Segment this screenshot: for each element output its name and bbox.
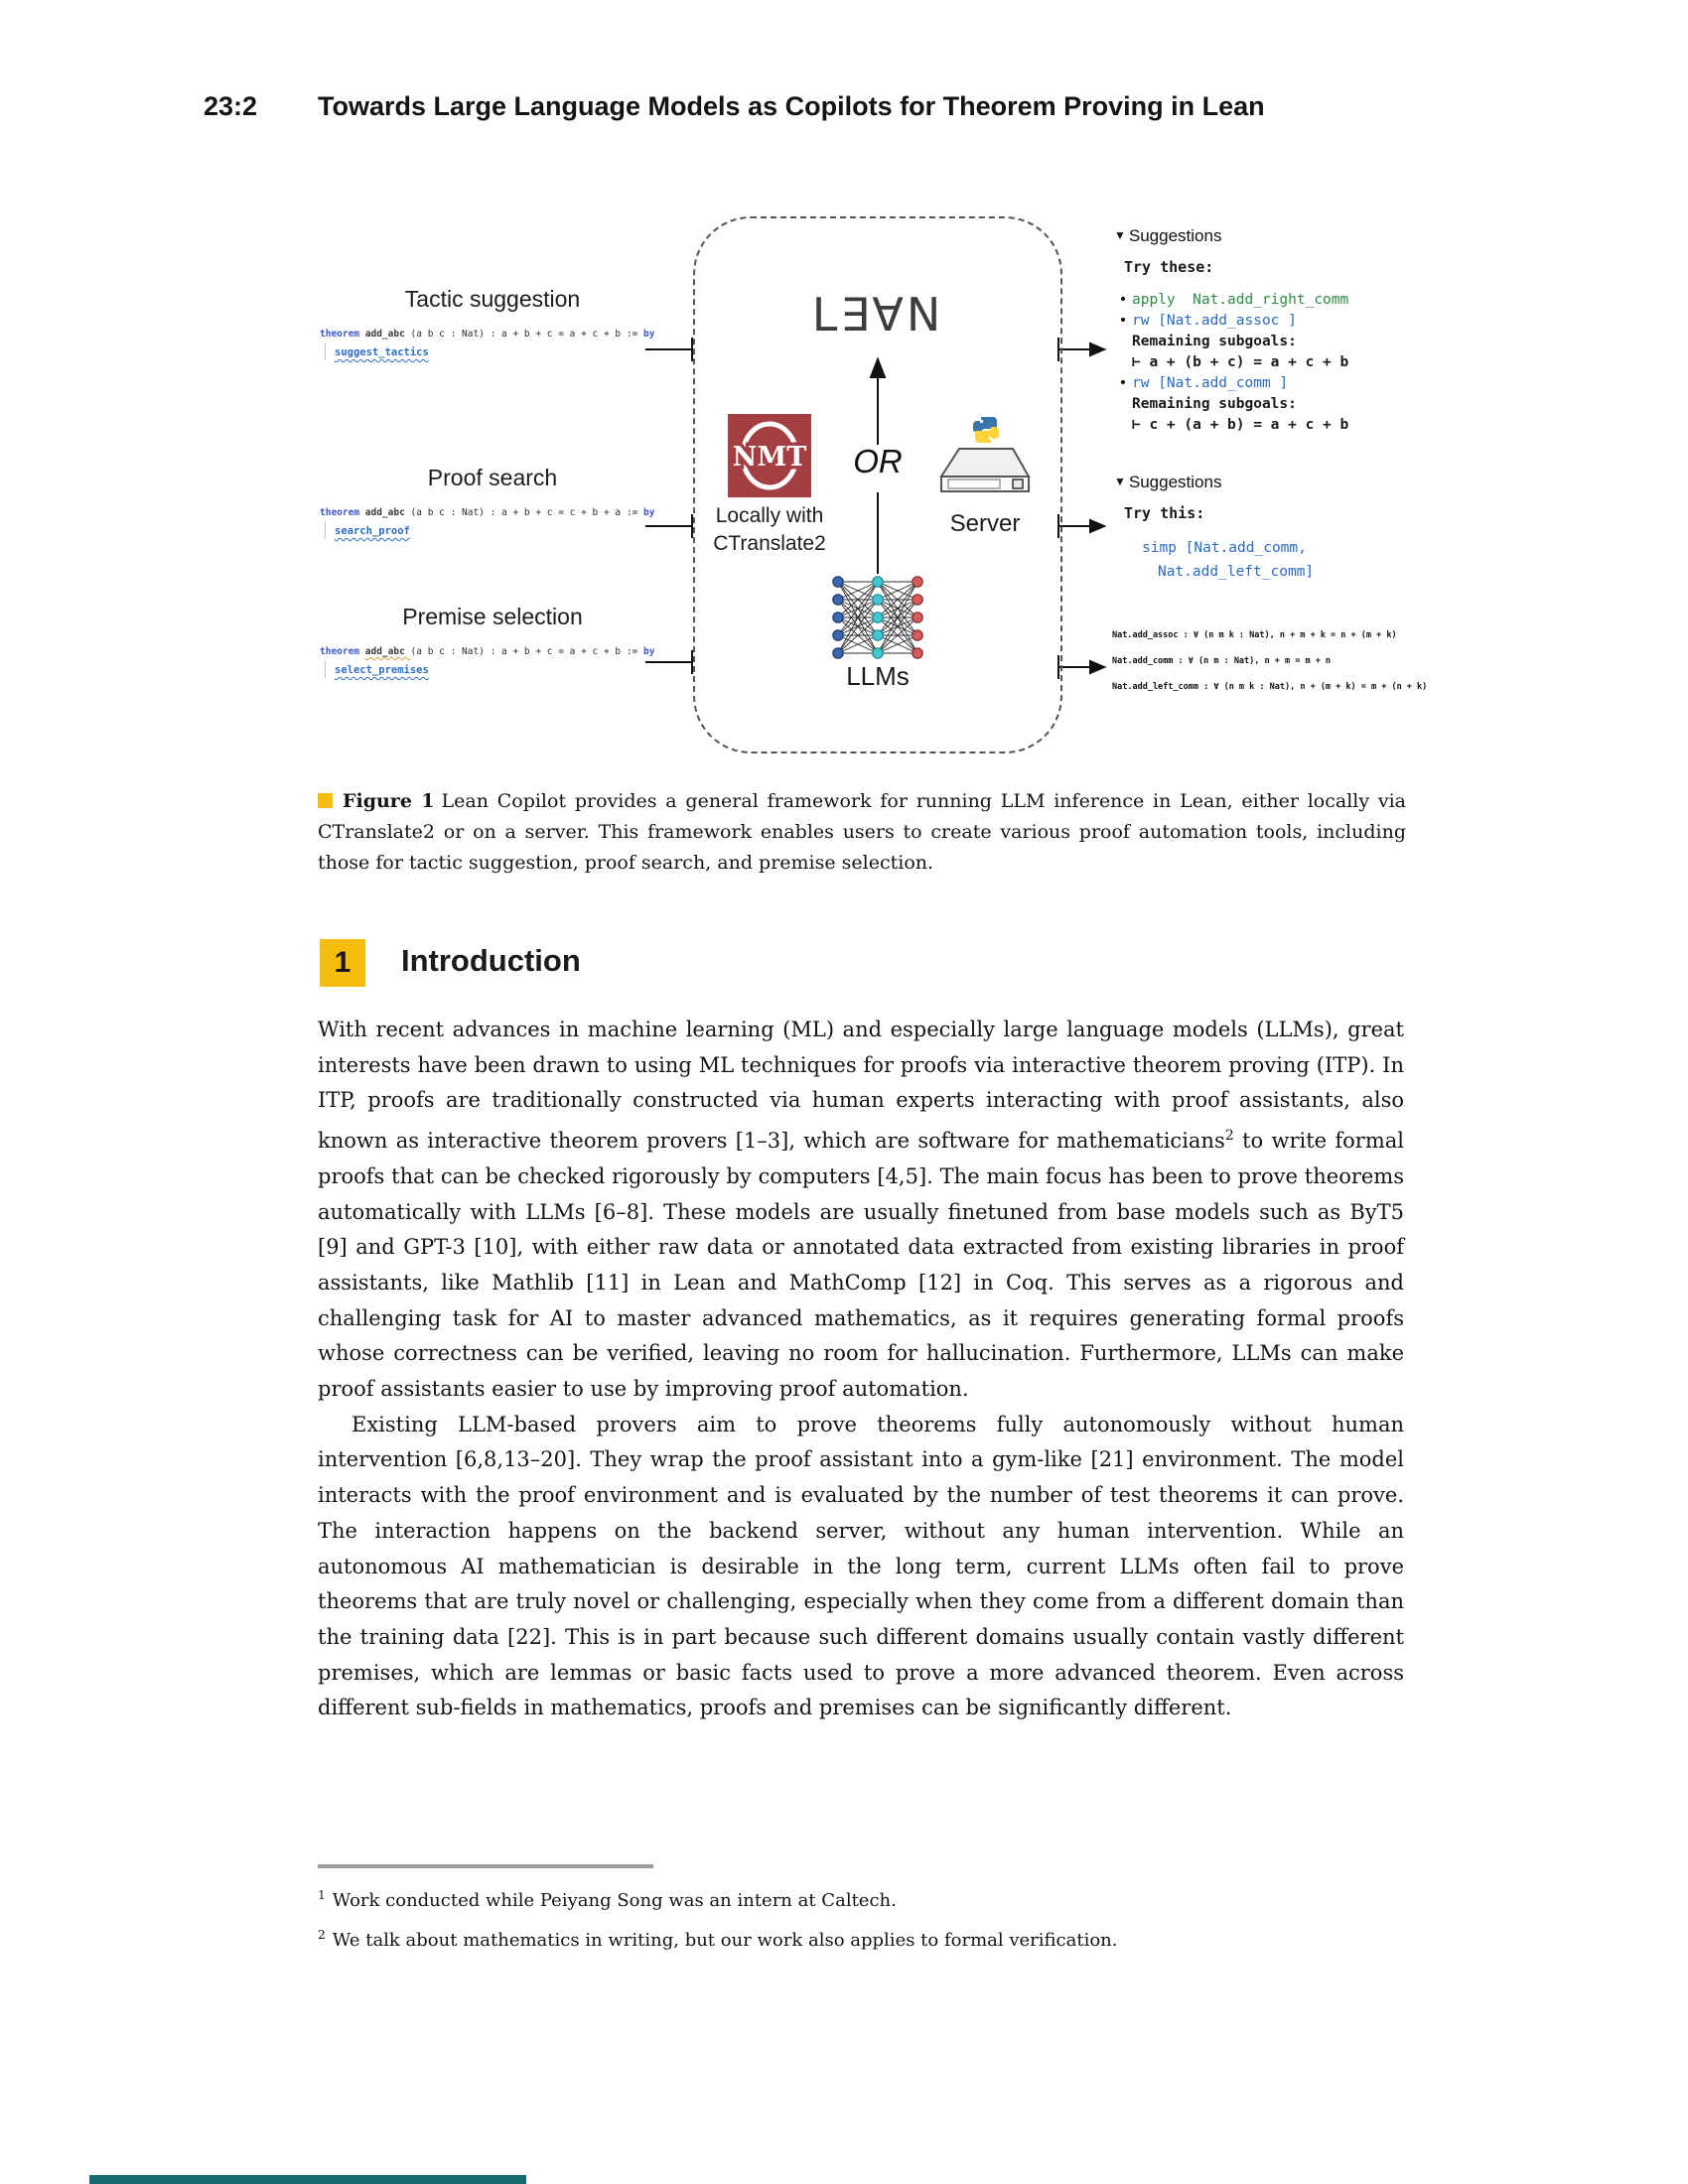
python-icon	[971, 415, 1001, 445]
paragraph-2: Existing LLM-based provers aim to prove theorems fully autonomously without human intervention [6,8,13–20]. They wrap the proof assistant into a gym-like [21] environment. The model interacts with the proof environment and is evaluated by the number of test theorems it can prove. The interaction happens on the backend server, without any human intervention. While an autonomous AI mathematician is desirable in the long term, current LLMs often fail to prove theorems that are truly novel or challenging, especially when they come from a different domain than the training data [22]. This is in part because such different domains usually contain vastly different premises, which are lemmas or basic facts used to prove a more advanced theorem. Even across different sub-fields in mathematics, proofs and premises can be significantly different.	[318, 1412, 1404, 1720]
local-label-line1: Locally with	[715, 504, 824, 527]
keyword: theorem	[320, 507, 365, 518]
suggestion-item[interactable]	[1114, 373, 1348, 394]
footnote-text: We talk about mathematics in writing, but our work also applies to formal verification.	[332, 1930, 1118, 1951]
theorem-name: add_abc	[364, 329, 411, 340]
footer-color-bar	[89, 2175, 526, 2184]
body-text	[318, 1013, 1404, 1726]
running-title: Towards Large Language Models as Copilots for Theorem Proving in Lean	[318, 91, 1265, 121]
tactic-line	[325, 521, 665, 539]
local-label-line2: CTranslate2	[713, 532, 826, 555]
tactic-line	[325, 342, 665, 360]
figure-1-diagram	[0, 208, 1688, 774]
bullet	[1114, 332, 1132, 352]
footnote-rule	[318, 1864, 653, 1868]
caption-label: Figure 1	[343, 790, 435, 812]
theorem-statement: (a b c : Nat) : a + b + c = a + c + b :=	[410, 329, 644, 340]
server-label: Server	[949, 510, 1021, 537]
chevron-down-icon[interactable]: ▼	[1114, 475, 1126, 488]
nmt-logo	[728, 414, 811, 497]
remaining-subgoals-label: Remaining subgoals:	[1114, 332, 1348, 352]
bullet: •	[1118, 292, 1128, 308]
bullet: •	[1118, 313, 1128, 329]
theorem-statement: (a b c : Nat) : a + b + c = c + b + a :=	[410, 507, 644, 518]
bullet	[1114, 415, 1132, 436]
remaining-subgoals-label: Remaining subgoals:	[1114, 394, 1348, 415]
footnote-2	[318, 1918, 1410, 1958]
suggestions-panel-tactic	[1114, 226, 1348, 436]
select-premises-call[interactable]: select_premises	[335, 664, 429, 676]
paragraph-1-text: to write formal proofs that can be checked rigorously by computers [4,5]. The main focus has been to prove theorems automatically with LLMs [6–8]. These models are usually finetuned from base models such as ByT5 [9] and GPT-3 [10], with either raw data or annotated data extracted from existing libraries in proof assistants, like Mathlib [11] in Lean and MathComp [12] in Coq. This serves as a rigorous and challenging task for AI to master advanced mathematics, as it requires generating formal proofs whose correctness can be verified, leaving no room for hallucination. Furthermore, LLMs can make proof assistants easier to use by improving proof automation.	[318, 1129, 1404, 1402]
chevron-down-icon[interactable]: ▼	[1114, 228, 1126, 242]
theorem-name: add_abc	[364, 646, 411, 657]
neural-network-icon	[830, 574, 925, 661]
suggestion-item[interactable]	[1114, 290, 1348, 311]
caption-marker-square	[318, 793, 333, 808]
footnote-mark: 1	[318, 1888, 326, 1902]
lean-logo: L∃∀N	[811, 288, 944, 341]
keyword: theorem	[320, 646, 365, 657]
footnote-text: Work conducted while Peiyang Song was an intern at Caltech.	[332, 1890, 897, 1911]
suggestion-item[interactable]	[1114, 311, 1348, 332]
section-number-box: 1	[320, 939, 365, 987]
llms-label: LLMs	[846, 661, 910, 691]
keyword: theorem	[320, 329, 365, 340]
svg-text:NMT: NMT	[732, 442, 807, 473]
lean-code-snippet	[320, 507, 665, 518]
premise-add-assoc: Nat.add_assoc : ∀ (n m k : Nat), n + m + k = n + (m + k)	[1112, 630, 1397, 640]
suggestions-title: Suggestions	[1128, 473, 1222, 491]
suggestion-simp-line2[interactable]: Nat.add_left_comm]	[1158, 564, 1315, 580]
figure-caption	[318, 786, 1406, 879]
page-number: 23:2	[204, 91, 258, 121]
tactic-line	[325, 660, 665, 678]
suggestion-rw-assoc[interactable]: rw [Nat.add_assoc ]	[1132, 313, 1297, 329]
try-this-label: Try this:	[1124, 504, 1205, 522]
bullet	[1114, 352, 1132, 373]
footnote-1	[318, 1878, 1410, 1918]
bullet	[1114, 394, 1132, 415]
paragraph-1	[318, 1013, 1404, 1408]
footnote-mark: 2	[318, 1928, 326, 1942]
tool-title: Premise selection	[402, 604, 583, 629]
subgoal-line: ⊢ a + (b + c) = a + c + b	[1114, 352, 1348, 373]
premise-add-comm: Nat.add_comm : ∀ (n m : Nat), n + m = m + n	[1112, 656, 1332, 666]
subgoal-line: ⊢ c + (a + b) = a + c + b	[1114, 415, 1348, 436]
tool-title: Proof search	[427, 465, 558, 490]
lean-code-snippet	[320, 646, 665, 657]
keyword: by	[643, 329, 655, 340]
suggestions-title: Suggestions	[1128, 226, 1222, 245]
theorem-name: add_abc	[364, 507, 411, 518]
suggestion-apply[interactable]: apply Nat.add_right_comm	[1132, 292, 1349, 308]
selected-premises-list	[1112, 630, 1427, 708]
tool-tactic-suggestion	[320, 286, 665, 360]
keyword: by	[643, 507, 655, 518]
paragraph-1-text: With recent advances in machine learning (ML) and especially large language models (LLMs), great interests have been drawn to using ML techniques for proofs via interactive theorem proving (ITP). In ITP, proofs are traditionally constructed via human experts interacting with proof assistants, also known as interactive theorem provers [1–3], which are software for mathematicians	[318, 1018, 1404, 1154]
suggestions-panel-proof	[1114, 473, 1314, 584]
theorem-statement: (a b c : Nat) : a + b + c = a + c + b :=	[410, 646, 644, 657]
suggestions-header[interactable]	[1114, 226, 1348, 246]
tool-title: Tactic suggestion	[404, 286, 581, 312]
suggestions-header[interactable]	[1114, 473, 1314, 492]
suggestion-simp-line1[interactable]: simp [Nat.add_comm,	[1142, 540, 1307, 556]
section-title: Introduction	[401, 943, 581, 978]
premise-add-left-comm: Nat.add_left_comm : ∀ (n m k : Nat), n + (m + k) = m + (n + k)	[1112, 682, 1428, 692]
search-proof-call[interactable]: search_proof	[335, 525, 410, 537]
bullet: •	[1118, 375, 1128, 391]
locally-with-ctranslate2-label	[695, 502, 844, 558]
tool-premise-selection	[320, 604, 665, 678]
suggest-tactics-call[interactable]: suggest_tactics	[335, 346, 429, 358]
lean-code-snippet	[320, 329, 665, 340]
or-label: OR	[853, 443, 903, 479]
footnotes	[318, 1878, 1410, 1958]
suggestion-rw-comm[interactable]: rw [Nat.add_comm ]	[1132, 375, 1289, 391]
keyword: by	[643, 646, 655, 657]
tool-proof-search	[320, 465, 665, 539]
footnote-ref-2[interactable]: 2	[1224, 1128, 1234, 1145]
server-icon	[939, 413, 1031, 496]
caption-text: Lean Copilot provides a general framework for running LLM inference in Lean, either locally via CTranslate2 or on a server. This framework enables users to create various proof automation tools, including those for tactic suggestion, proof search, and premise selection.	[318, 790, 1407, 874]
try-these-label: Try these:	[1124, 258, 1214, 276]
